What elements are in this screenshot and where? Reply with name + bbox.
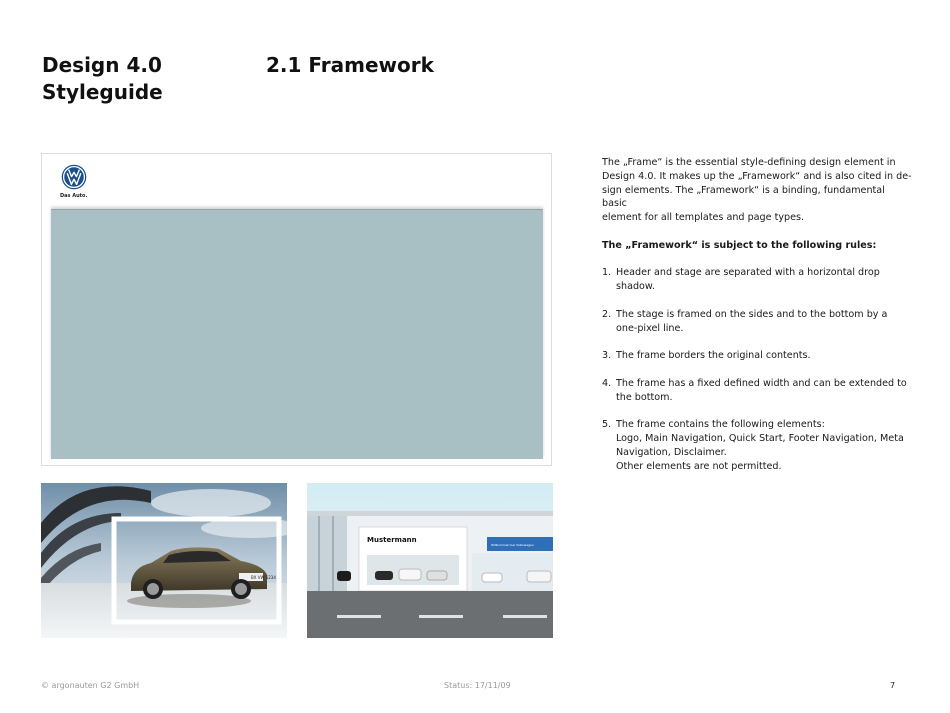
framework-mockup [41,153,552,466]
rule-line: The frame has a fixed defined width and can be extended to [616,377,907,389]
rule-item [602,266,912,294]
vw-logo-icon [61,164,87,190]
rule-line: shadow. [616,281,655,293]
rule-number: 2. [602,308,612,320]
document-title [42,52,163,106]
intro-line: Design 4.0. It makes up the „Framework“ and is also cited in de- [602,170,912,182]
rule-item [602,418,912,473]
dealer-banner: Willkommen bei Volkswagen [491,543,534,547]
rule-line: The frame contains the following elements: [616,419,825,431]
section-title: 2.1 Framework [266,53,434,77]
body-text [602,156,912,487]
intro-line: element for all templates and page types. [602,212,805,224]
logo-tagline: Das Auto. [60,193,88,199]
rule-number: 5. [602,419,612,431]
rule-item [602,308,912,336]
rule-item [602,349,912,363]
rules-heading: The „Framework“ is subject to the following rules: [602,239,877,251]
footer-copyright: © argonauten G2 GmbH [41,681,140,690]
car-photo [41,483,287,638]
dealer-sign: Mustermann [367,536,417,544]
intro-paragraph [602,156,912,225]
page-number: 7 [890,681,896,690]
rule-item [602,377,912,405]
rule-line: the bottom. [616,391,673,403]
document-title-line1: Design 4.0 [42,53,162,77]
footer-status: Status: 17/11/09 [444,681,511,690]
document-title-line2: Styleguide [42,80,163,104]
rule-line: Other elements are not permitted. [616,460,782,472]
rule-line: Logo, Main Navigation, Quick Start, Footer Navigation, Meta [616,432,904,444]
rules-list [602,266,912,473]
rule-line: The stage is framed on the sides and to the bottom by a [616,308,888,320]
rule-line: one-pixel line. [616,322,684,334]
intro-line: The „Frame“ is the essential style-defining design element in [602,157,896,168]
rule-line: Navigation, Disclaimer. [616,446,727,458]
license-plate: BX VW 1234 [251,575,276,580]
rule-number: 3. [602,350,612,362]
intro-line: sign elements. The „Framework“ is a binding, fundamental basic [602,184,885,210]
dealership-photo [307,483,553,638]
rule-number: 1. [602,267,612,279]
stage-area [51,209,543,459]
rule-line: Header and stage are separated with a horizontal drop [616,267,880,279]
rule-number: 4. [602,377,612,389]
rule-line: The frame borders the original contents. [616,350,811,362]
